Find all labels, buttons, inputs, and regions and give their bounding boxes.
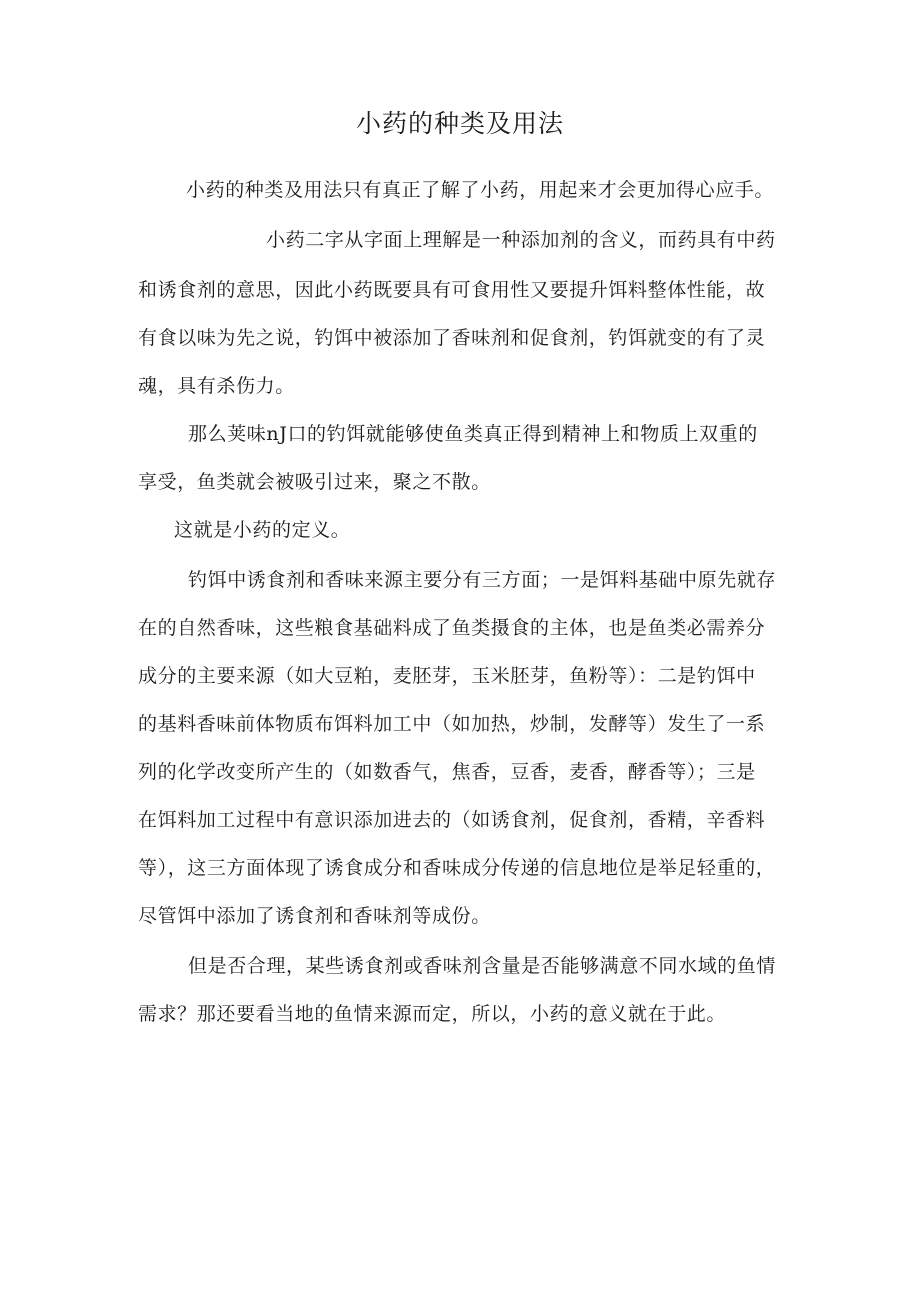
text-line: 魂，具有杀伤力。 (138, 375, 295, 397)
text-line: 但是否合理，某些诱食剂或香味剂含量是否能够满意不同水域的鱼情 (188, 955, 777, 977)
text-line: 在的自然香味，这些粮食基础料成了鱼类摄食的主体，也是鱼类必需养分 (138, 617, 766, 639)
text-line: 需求？那还要看当地的鱼情来源而定，所以，小药的意义就在于此。 (138, 1003, 727, 1025)
text-line: 列的化学改变所产生的（如数香气，焦香，豆香，麦香，酵香等）；三是 (138, 761, 756, 783)
text-line: 在饵料加工过程中有意识添加进去的（如诱食剂，促食剂，香精，辛香料 (138, 809, 766, 831)
document-title: 小药的种类及用法 (355, 109, 564, 138)
text-line: 等），这三方面体现了诱食成分和香味成分传递的信息地位是举足轻重的， (138, 857, 776, 879)
text-line: 的基料香味前体物质布饵料加工中（如加热，炒制，发酵等）发生了一系 (138, 713, 766, 735)
text-line: 那么荚味nJ口的钓饵就能够使鱼类真正得到精神上和物质上双重的 (188, 423, 758, 445)
text-line: 小药的种类及用法只有真正了解了小药，用起来才会更加得心应手。 (186, 179, 775, 201)
text-line: 这就是小药的定义。 (174, 519, 351, 541)
text-line: 钓饵中诱食剂和香味来源主要分有三方面；一是饵料基础中原先就存 (188, 569, 777, 591)
text-line: 尽管饵中添加了诱食剂和香味剂等成份。 (138, 905, 491, 927)
text-line: 有食以味为先之说，钓饵中被添加了香味剂和促食剂，钓饵就变的有了灵 (138, 327, 766, 349)
text-line: 小药二字从字面上理解是一种添加剂的含义，而药具有中药 (266, 229, 776, 251)
text-line: 和诱食剂的意思，因此小药既要具有可食用性又要提升饵料整体性能，故 (138, 279, 766, 301)
text-line: 享受，鱼类就会被吸引过来，聚之不散。 (138, 471, 491, 493)
text-line: 成分的主要来源（如大豆粕，麦胚芽，玉米胚芽，鱼粉等）：二是钓饵中 (138, 665, 756, 687)
